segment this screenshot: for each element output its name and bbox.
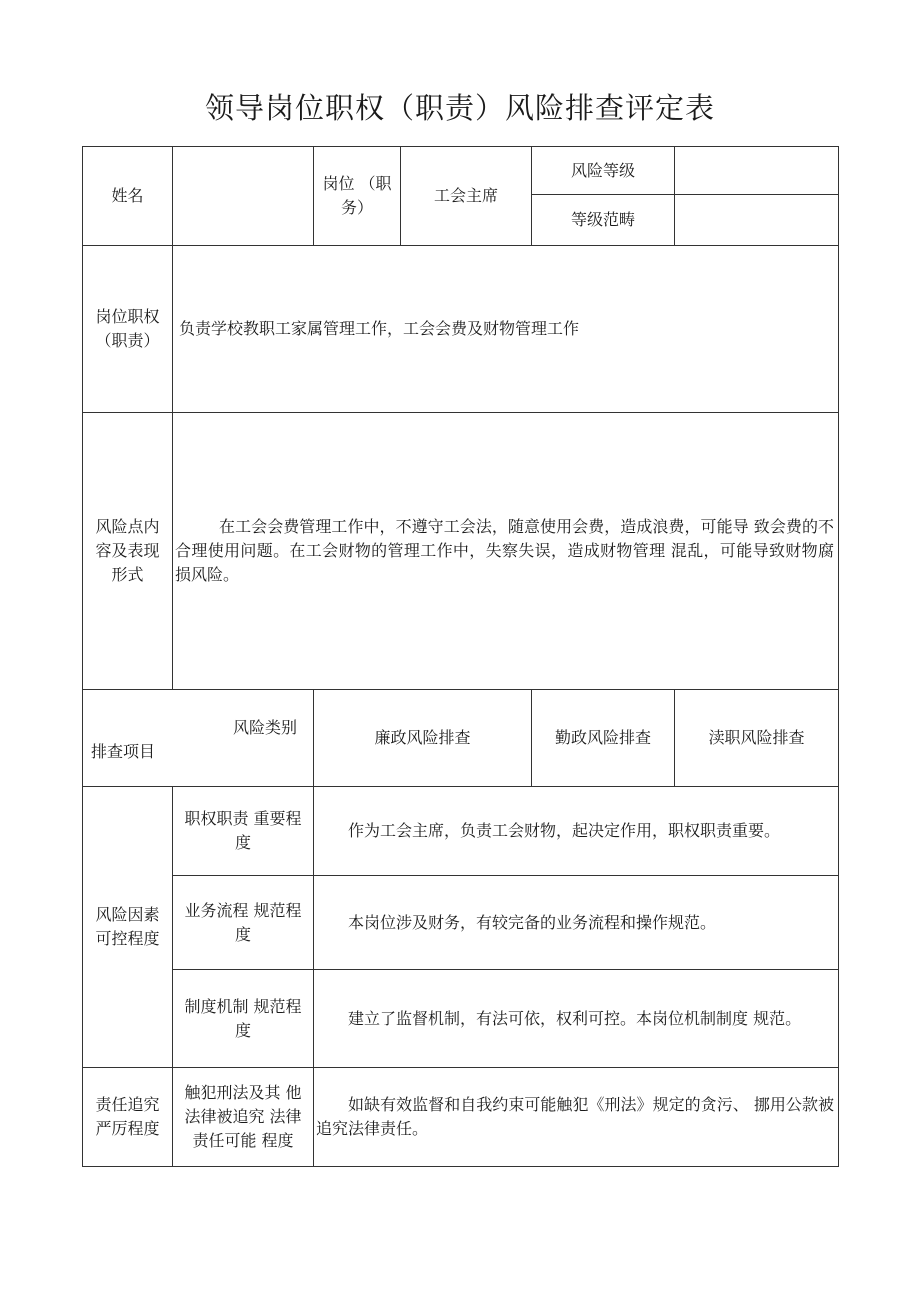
name-value[interactable] <box>173 147 314 246</box>
factor-item: 业务流程 规范程度 <box>173 876 314 970</box>
category-diligence: 勤政风险排查 <box>532 690 675 787</box>
risk-points-row <box>83 413 839 690</box>
factor-content <box>314 876 839 970</box>
factor-row <box>83 970 839 1068</box>
factor-text: 作为工会主席，负责工会财物，起决定作用，职权职责重要。 <box>348 821 781 840</box>
risk-points-text: 在工会会费管理工作中，不遵守工会法，随意使用会费，造成浪费，可能导 致会费的不合理使用问题。在工会财物的管理工作中，失察失误，造成财物管理 混乱，可能导致财物腐损风险。 <box>175 517 834 584</box>
factor-content <box>314 787 839 876</box>
header-row-1 <box>83 147 839 195</box>
liability-label: 责任追究严厉程度 <box>83 1068 173 1167</box>
risk-points-label: 风险点内容及表现形式 <box>83 413 173 690</box>
risk-points-content <box>173 413 839 690</box>
level-range-label: 等级范畴 <box>532 195 675 246</box>
page-title: 领导岗位职权（职责）风险排查评定表 <box>204 91 715 125</box>
category-integrity: 廉政风险排查 <box>314 690 532 787</box>
factor-item: 制度机制 规范程度 <box>173 970 314 1068</box>
factor-text: 本岗位涉及财务，有较完备的业务流程和操作规范。 <box>348 912 717 932</box>
name-label: 姓名 <box>83 147 173 246</box>
risk-level-label: 风险等级 <box>532 147 675 195</box>
factor-item: 职权职责 重要程度 <box>173 787 314 876</box>
factor-text: 建立了监督机制，有法可依，权利可控。本岗位机制制度 规范。 <box>348 1008 802 1028</box>
check-row <box>83 690 839 787</box>
risk-level-value[interactable] <box>675 147 839 195</box>
duties-label: 岗位职权（职责） <box>83 246 173 413</box>
post-value: 工会主席 <box>401 147 532 246</box>
check-header-cell <box>83 690 314 787</box>
category-dereliction: 渎职风险排查 <box>675 690 839 787</box>
liability-item: 触犯刑法及其 他法律被追究 法律责任可能 程度 <box>173 1068 314 1167</box>
check-item-label: 排查项目 <box>91 742 156 761</box>
liability-content <box>314 1068 839 1167</box>
risk-assessment-table <box>82 146 839 1167</box>
post-label: 岗位 （职务） <box>314 147 401 246</box>
duties-text: 负责学校教职工家属管理工作，工会会费及财物管理工作 <box>173 246 839 413</box>
factor-row <box>83 876 839 970</box>
factors-label: 风险因素可控程度 <box>83 787 173 1068</box>
liability-row <box>83 1068 839 1167</box>
factor-content <box>314 970 839 1068</box>
liability-text: 如缺有效监督和自我约束可能触犯《刑法》规定的贪污、 挪用公款被追究法律责任。 <box>316 1095 834 1138</box>
duties-row <box>83 246 839 413</box>
factor-row <box>83 787 839 876</box>
level-range-value[interactable] <box>675 195 839 246</box>
risk-category-label: 风险类别 <box>232 718 297 737</box>
